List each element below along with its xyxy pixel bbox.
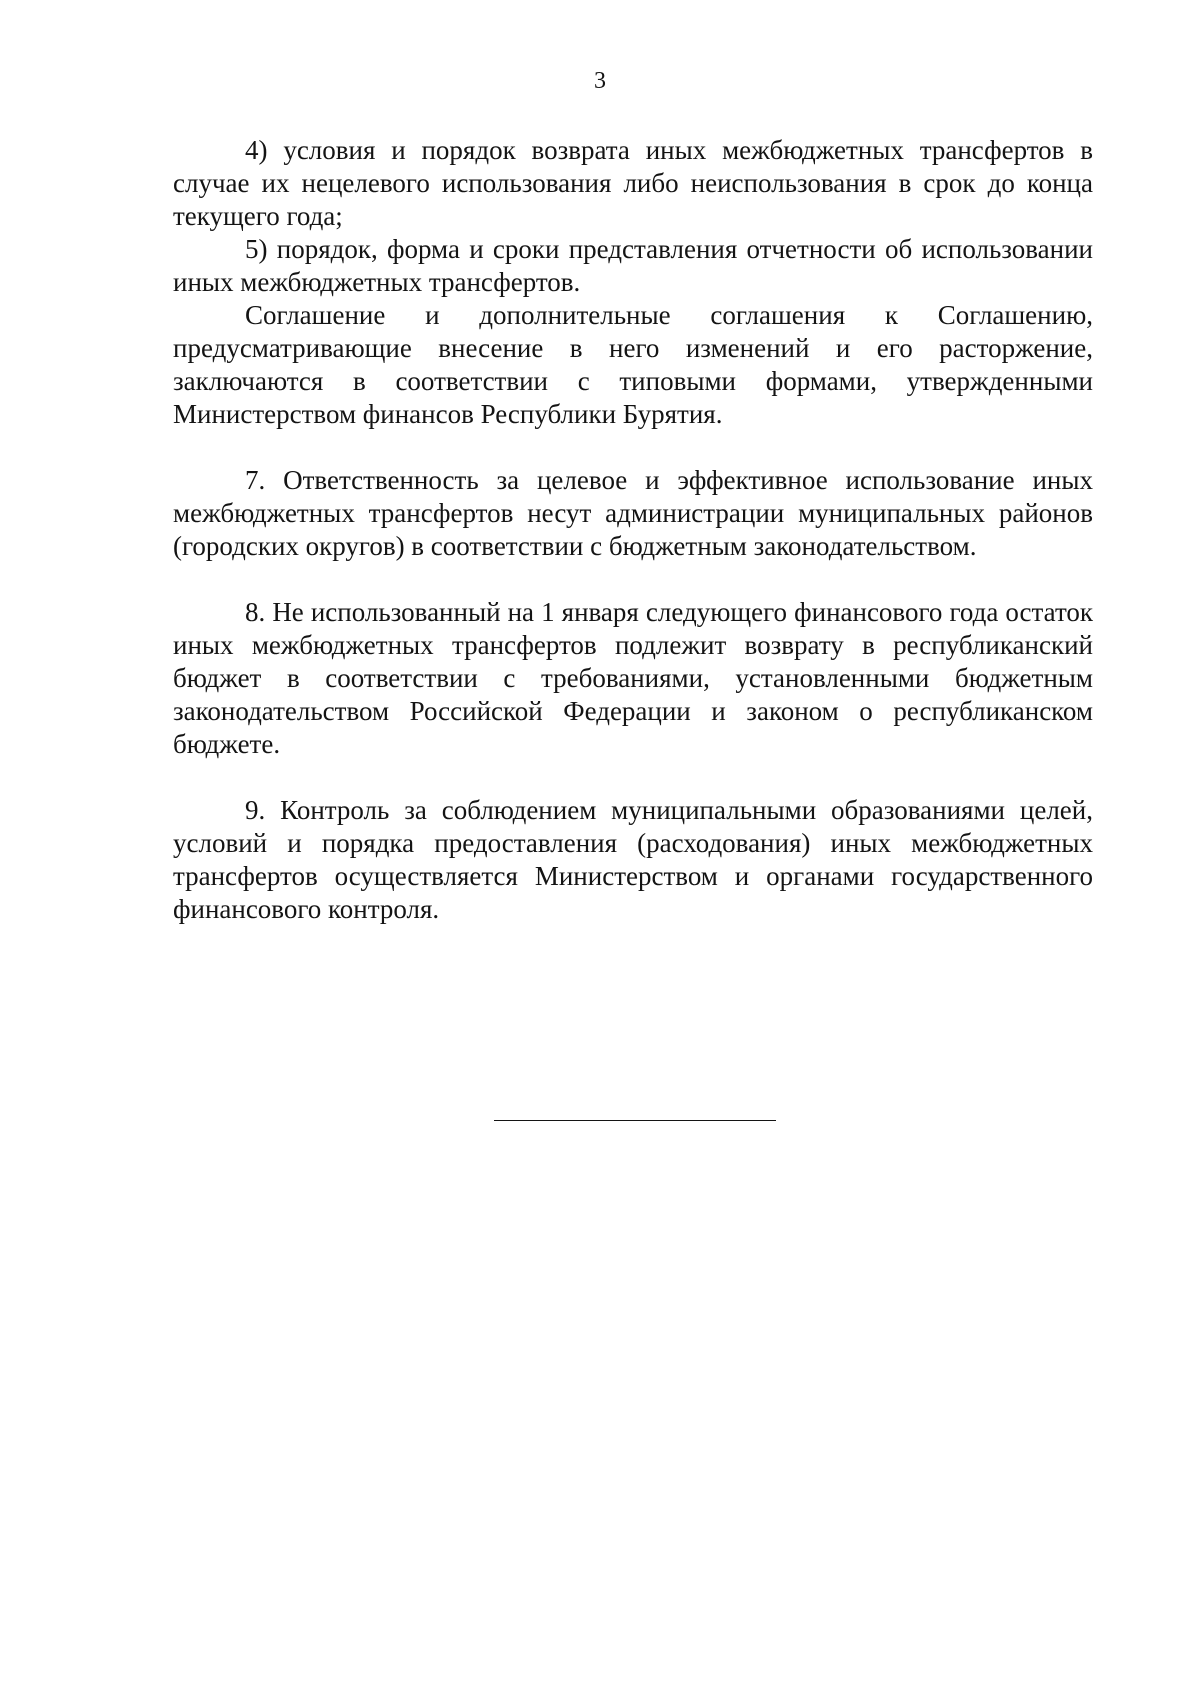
paragraph-section-9: 9. Контроль за соблюдением муниципальными образованиями целей, условий и порядка предоставления (расходования) иных межбюджетных трансфертов осуществляется Министерством и органами государственного финансового контроля. — [173, 795, 1093, 924]
paragraph-item-5: 5) порядок, форма и сроки представления отчетности об использовании иных межбюджетных трансфертов. — [173, 234, 1093, 297]
document-body — [173, 134, 1093, 926]
paragraph-agreement: Соглашение и дополнительные соглашения к Соглашению, предусматривающие внесение в него изменений и его расторжение, заключаются в соответствии с типовыми формами, утвержденными Министерством финансов Республики Бурятия. — [173, 300, 1093, 429]
paragraph-item-4: 4) условия и порядок возврата иных межбюджетных трансфертов в случае их нецелевого использования либо неиспользования в срок до конца текущего года; — [173, 135, 1093, 231]
end-of-document-rule — [494, 1120, 776, 1121]
paragraph-section-8: 8. Не использованный на 1 января следующего финансового года остаток иных межбюджетных трансфертов подлежит возврату в республиканский бюджет в соответствии с требованиями, установленными бюджетным законодательством Российской Федерации и законом о республиканском бюджете. — [173, 597, 1093, 759]
paragraph-section-7: 7. Ответственность за целевое и эффективное использование иных межбюджетных трансфертов несут администрации муниципальных районов (городских округов) в соответствии с бюджетным законодательством. — [173, 465, 1093, 561]
page-number: 3 — [594, 68, 606, 94]
